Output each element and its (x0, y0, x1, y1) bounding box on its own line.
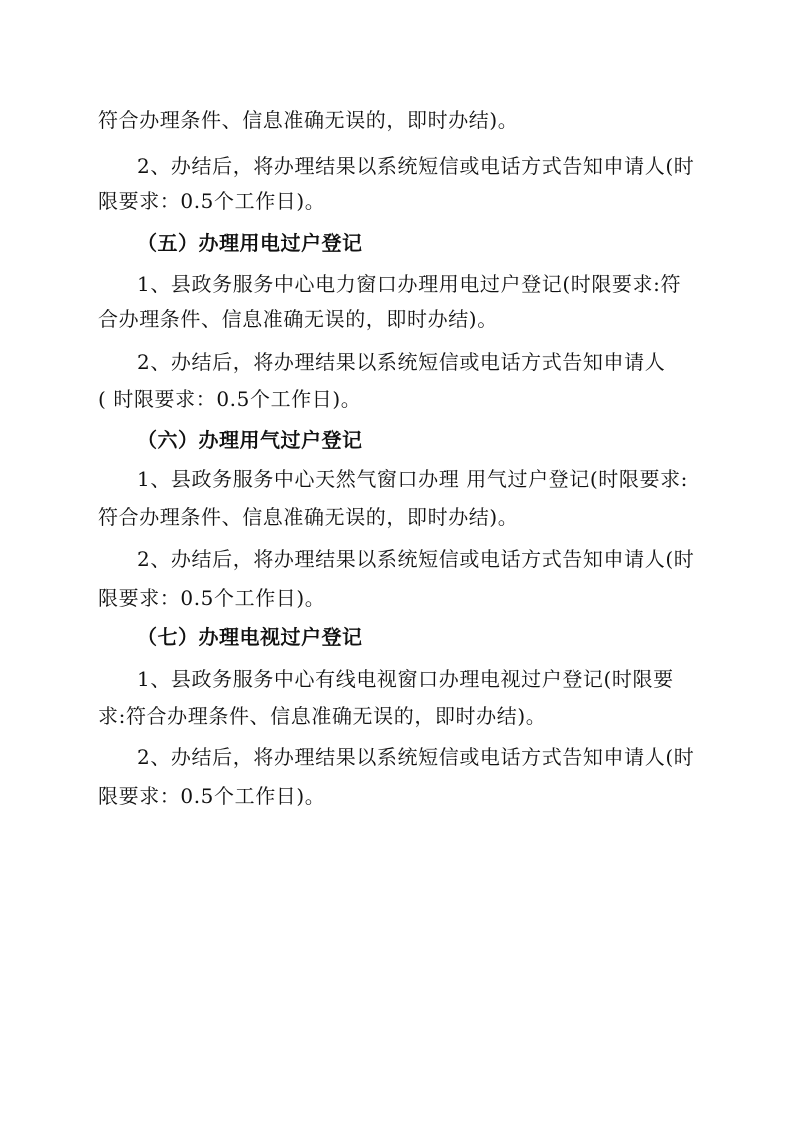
paragraph-line: 1、县政务服务中心天然气窗口办理 用气过户登记(时限要求: (137, 467, 689, 491)
section-heading: （七）办理电视过户登记 (137, 625, 363, 649)
paragraph-line: 2、办结后，将办理结果以系统短信或电话方式告知申请人(时 (137, 745, 695, 769)
section-heading: （五）办理用电过户登记 (137, 231, 363, 255)
paragraph-line: 符合办理条件、信息准确无误的，即时办结)。 (98, 505, 519, 529)
paragraph-line: 1、县政务服务中心有线电视窗口办理电视过户登记(时限要 (137, 667, 674, 691)
paragraph-line: 2、办结后，将办理结果以系统短信或电话方式告知申请人 (137, 350, 666, 374)
paragraph-line: 求:符合办理条件、信息准确无误的，即时办结)。 (98, 704, 547, 728)
paragraph-line: 2、办结后，将办理结果以系统短信或电话方式告知申请人(时 (137, 154, 695, 178)
paragraph-line: 限要求：0.5个工作日)。 (98, 784, 326, 808)
section-heading: （六）办理用气过户登记 (137, 428, 363, 452)
paragraph-line: 2、办结后，将办理结果以系统短信或电话方式告知申请人(时 (137, 547, 695, 571)
paragraph-line: 1、县政务服务中心电力窗口办理用电过户登记(时限要求:符 (137, 272, 682, 296)
paragraph-line: 限要求：0.5个工作日)。 (98, 189, 326, 213)
paragraph-line: ( 时限要求：0.5个工作日)。 (98, 387, 362, 411)
paragraph-line: 符合办理条件、信息准确无误的，即时办结)。 (98, 108, 519, 132)
paragraph-line: 合办理条件、信息准确无误的，即时办结)。 (98, 307, 498, 331)
paragraph-line: 限要求：0.5个工作日)。 (98, 586, 326, 610)
